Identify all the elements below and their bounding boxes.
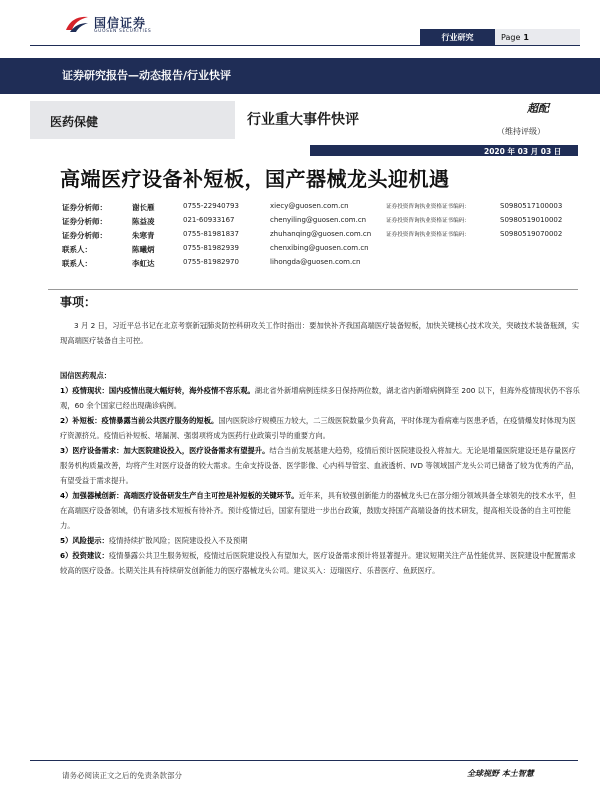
analyst-cert-label: 证券投资咨询执业资格证书编码： <box>386 232 470 238</box>
view-point-lead: 2）补短板：疫情暴露当前公共医疗服务的短板。 <box>60 416 219 425</box>
rating: 超配 <box>527 102 549 115</box>
view-point-text: 国内医院诊疗规模压力较大，二三级医院数量少负荷高，平时体现为看病难与医患矛盾，在疫情爆发时体现为医疗资源挤兑。疫情后补短板、堵漏洞、强弱项将成为医药行业政策引导的重要方向。 <box>60 416 576 440</box>
analyst-phone: 0755-22940793 <box>183 202 239 210</box>
analyst-email[interactable]: chenyiling@guosen.com.cn <box>270 216 367 224</box>
analyst-email[interactable]: chenxibing@guosen.com.cn <box>270 244 369 252</box>
brand-name-cn: 国信证券 <box>94 16 147 30</box>
view-point <box>60 548 580 578</box>
view-point-lead: 1）疫情现状：国内疫情出现大幅好转，海外疫情不容乐观。 <box>60 386 255 395</box>
analyst-phone: 0755-81982970 <box>183 258 239 266</box>
rating-note: （维持评级） <box>497 127 545 136</box>
event-paragraph <box>60 318 580 348</box>
header-tag-group <box>420 29 580 45</box>
analyst-cert-label: 证券投资咨询执业资格证书编码： <box>386 204 470 210</box>
section-divider <box>48 289 578 290</box>
analyst-cert-label: 证券投资咨询执业资格证书编码： <box>386 218 470 224</box>
view-points <box>60 383 580 578</box>
view-point <box>60 488 580 533</box>
guosen-logo-icon <box>64 14 90 34</box>
industry-category: 医药保健 <box>50 115 99 129</box>
analyst-role: 联系人： <box>62 259 92 268</box>
report-title: 高端医疗设备补短板，国产器械龙头迎机遇 <box>60 167 450 191</box>
analyst-phone: 0755-81982939 <box>183 244 239 252</box>
footer-slogan: 全球视野 本土智慧 <box>467 769 534 778</box>
view-point <box>60 533 580 548</box>
view-heading: 国信医药观点： <box>60 371 112 380</box>
analyst-name: 朱寒青 <box>132 231 155 240</box>
footer-disclaimer: 请务必阅读正文之后的免责条款部分 <box>62 771 182 780</box>
analyst-cert: S0980517100003 <box>500 202 563 210</box>
view-point-lead: 6）投资建议： <box>60 551 109 560</box>
analyst-name: 李虹达 <box>132 259 155 268</box>
view-point-text: 疫情暴露公共卫生服务短板，疫情过后医院建设投入有望加大，医疗设备需求预计将显著提升。建议短期关注产品性能优异、医院建设中配置需求较高的医疗设备。长期关注具有持续研发创新能力的医疗器械龙头公司。建议买入：迈瑞医疗、乐普医疗、鱼跃医疗。 <box>60 551 576 575</box>
page-number: 1 <box>523 32 529 42</box>
analyst-role: 证券分析师： <box>62 203 107 212</box>
analyst-email[interactable]: xiecy@guosen.com.cn <box>270 202 349 210</box>
analyst-phone: 021-60933167 <box>183 216 235 224</box>
report-date: 2020 年 03 月 03 日 <box>484 147 562 156</box>
view-point-lead: 3）医疗设备需求：加大医院建设投入，医疗设备需求有望提升。 <box>60 446 270 455</box>
analyst-name: 谢长雁 <box>132 203 155 212</box>
page-label: Page <box>501 32 521 42</box>
report-series: 证券研究报告—动态报告/行业快评 <box>62 69 232 82</box>
analyst-role: 证券分析师： <box>62 231 107 240</box>
view-point <box>60 443 580 488</box>
view-point <box>60 413 580 443</box>
view-point-lead: 4）加强器械创新：高端医疗设备研发生产自主可控是补短板的关键环节。 <box>60 491 299 500</box>
page-indicator <box>495 29 580 45</box>
footer-divider <box>30 760 578 761</box>
view-point-text: 结合当前发展基建大趋势，疫情后预计医院建设投入将加大。无论是增量医院建设还是存量医疗服务机构质量改善，均将产生对医疗设备的较大需求。生命支持设备、医学影像、心内科导管室、血液透析、IVD 等领域国产龙头公司已储备了较为优秀的产品，有望受益于需求提升。 <box>60 446 579 485</box>
brand-name-en: GUOSEN SECURITIES <box>94 29 152 34</box>
event-type: 行业重大事件快评 <box>247 112 359 128</box>
analyst-cert: S0980519070002 <box>500 230 563 238</box>
view-point-lead: 5）风险提示： <box>60 536 109 545</box>
analyst-phone: 0755-81981837 <box>183 230 239 238</box>
view-point <box>60 383 580 413</box>
view-point-text: 近年来，具有较强创新能力的器械龙头已在部分细分领域具备全球领先的技术水平，但在高端医疗设备领域，仍有诸多技术短板有待补齐。预计疫情过后，国家有望进一步出台政策，鼓励支持国产高端设备的技术研发，提高相关设备的自主可控能力。 <box>60 491 576 530</box>
analyst-email[interactable]: lihongda@guosen.com.cn <box>270 258 361 266</box>
view-section <box>60 368 580 578</box>
event-text: 3 月 2 日，习近平总书记在北京考察新冠肺炎防控科研攻关工作时指出：要加快补齐我国高端医疗装备短板，加快关键核心技术攻关，突破技术装备瓶颈，实现高端医疗装备自主可控。 <box>60 321 580 345</box>
analyst-cert: S0980519010002 <box>500 216 563 224</box>
section-heading: 事项： <box>60 295 97 309</box>
analyst-name: 陈益凌 <box>132 217 155 226</box>
header-divider <box>30 45 580 46</box>
view-point-text: 湖北省外新增病例连续多日保持两位数，湖北省内新增病例降至 200 以下，但海外疫情现状仍不容乐观，60 余个国家已经出现确诊病例。 <box>60 386 580 410</box>
analyst-name: 陈曦炳 <box>132 245 155 254</box>
analyst-role: 联系人： <box>62 245 92 254</box>
view-point-text: 疫情持续扩散风险；医院建设投入不及预期 <box>108 536 248 545</box>
analyst-role: 证券分析师： <box>62 217 107 226</box>
report-type-tag: 行业研究 <box>420 29 495 45</box>
analyst-email[interactable]: zhuhanqing@guosen.com.cn <box>270 230 372 238</box>
